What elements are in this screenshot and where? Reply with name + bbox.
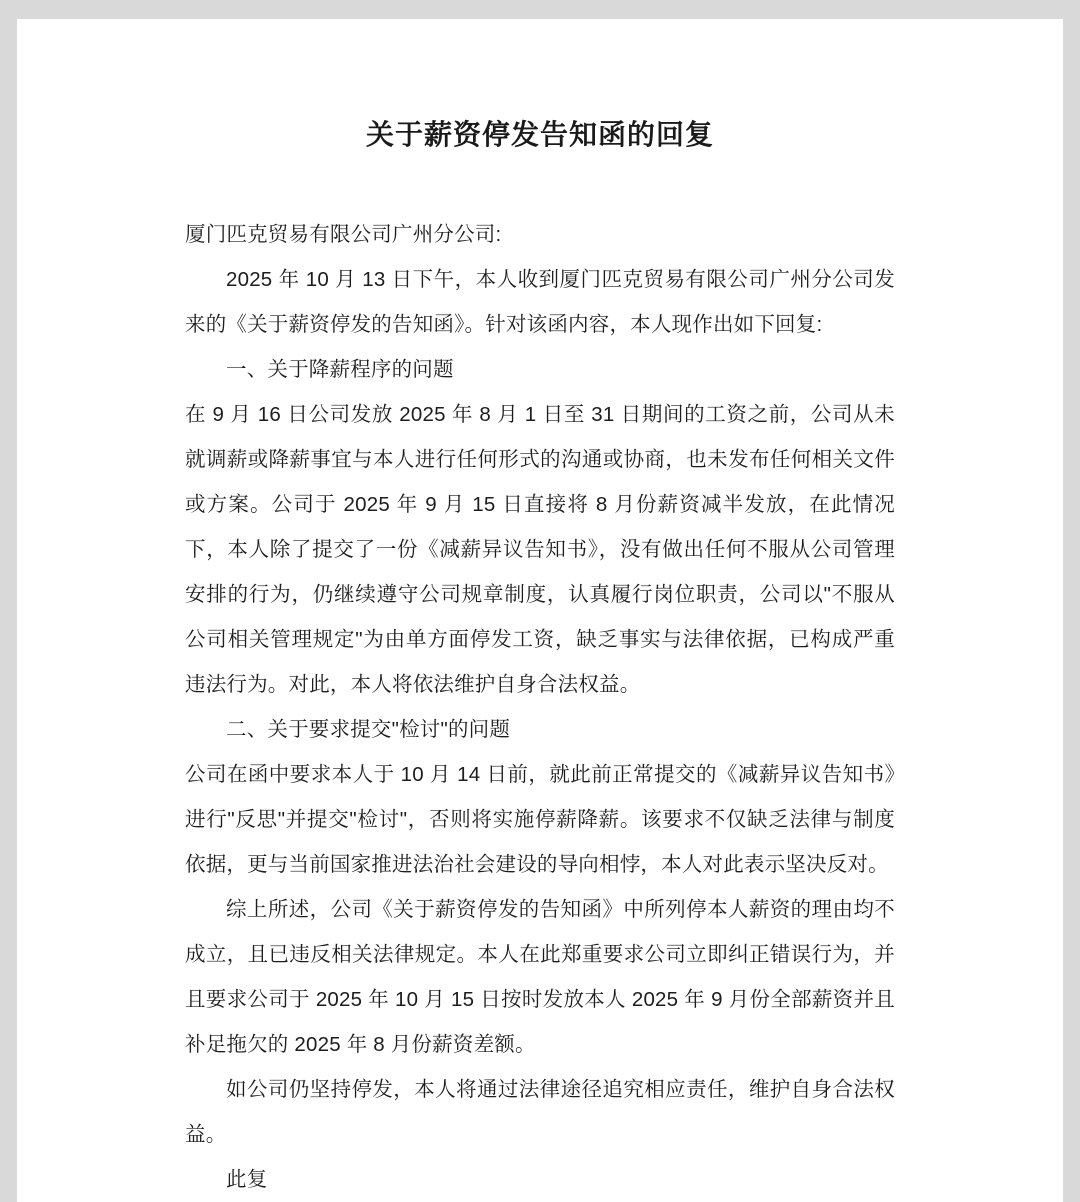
paragraph-salutation: 厦门匹克贸易有限公司广州分公司: (185, 222, 502, 246)
paragraph-section-two-body: 公司在函中要求本人于 10 月 14 日前，就此前正常提交的《减薪异议告知书》进行"反思"并提交"检讨"，否则将实施停薪降薪。该要求不仅缺乏法律与制度依据，更与当前国家推进法治社会建设的导向相悖，本人对此表示坚决反对。 (185, 762, 895, 876)
document-page (17, 19, 1063, 1202)
paragraph-conclusion: 综上所述，公司《关于薪资停发的告知函》中所列停本人薪资的理由均不成立，且已违反相关法律规定。本人在此郑重要求公司立即纠正错误行为，并且要求公司于 2025 年 10 月 15 日按时发放本人 2025 年 9 月份全部薪资并且补足拖欠的 2025 年 8 月份薪资差额。 (185, 897, 895, 1056)
page-title: 关于薪资停发告知函的回复 (365, 118, 714, 150)
paragraph-section-two-heading: 二、关于要求提交"检讨"的问题 (226, 717, 511, 741)
paragraph-section-one-body: 在 9 月 16 日公司发放 2025 年 8 月 1 日至 31 日期间的工资之前，公司从未就调薪或降薪事宜与本人进行任何形式的沟通或协商，也未发布任何相关文件或方案。公司于 2025 年 9 月 15 日直接将 8 月份薪资减半发放，在此情况下，本人除了提交了一份《减薪异议告知书》，没有做出任何不服从公司管理安排的行为，仍继续遵守公司规章制度，认真履行岗位职责，公司以"不服从公司相关管理规定"为由单方面停发工资，缺乏事实与法律依据，已构成严重违法行为。对此，本人将依法维护自身合法权益。 (185, 402, 895, 696)
paragraph-warning: 如公司仍坚持停发，本人将通过法律途径追究相应责任，维护自身合法权益。 (185, 1077, 895, 1146)
paragraph-opening: 2025 年 10 月 13 日下午，本人收到厦门匹克贸易有限公司广州分公司发来的《关于薪资停发的告知函》。针对该函内容，本人现作出如下回复: (185, 267, 895, 336)
document-body (17, 212, 1063, 1202)
paragraph-closing: 此复 (226, 1167, 268, 1191)
paragraph-section-one-heading: 一、关于降薪程序的问题 (226, 357, 454, 381)
